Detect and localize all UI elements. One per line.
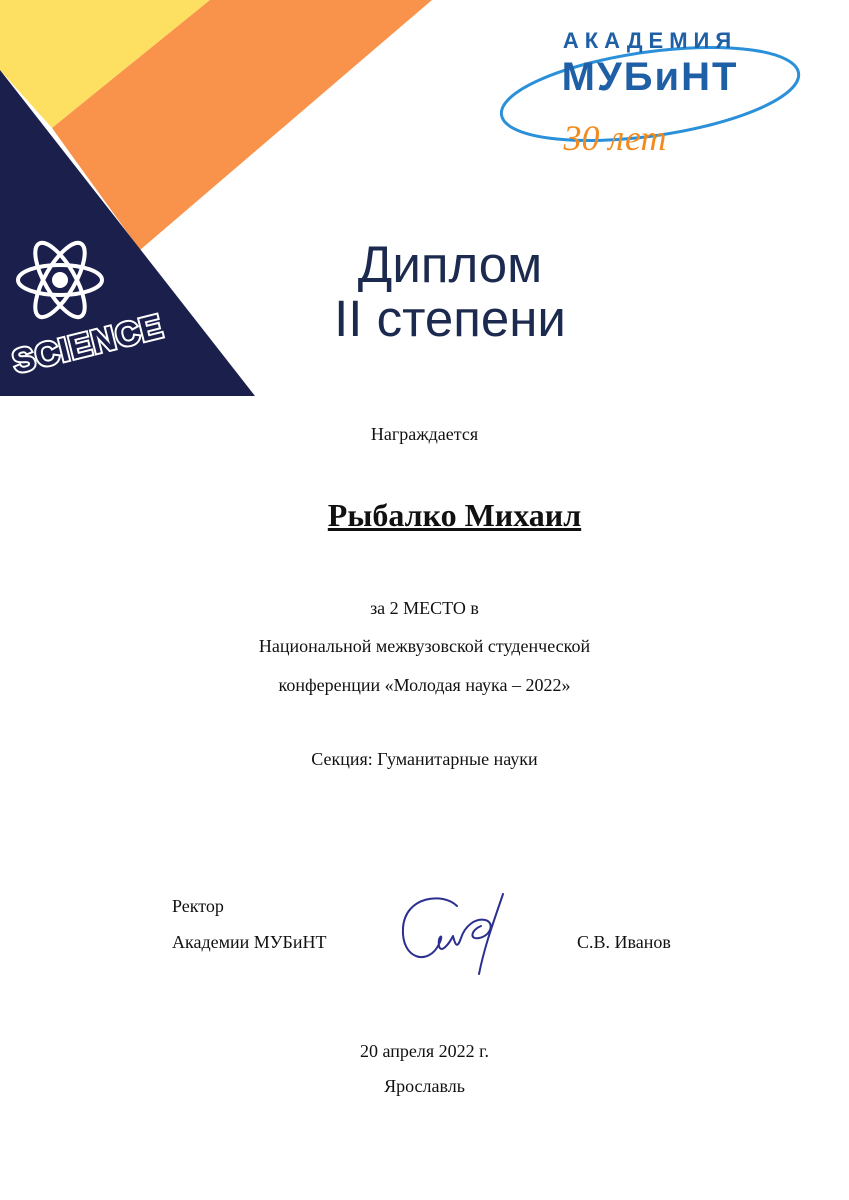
logo-line3: 30 лет xyxy=(563,118,667,158)
signatory-role-line1: Ректор xyxy=(172,896,224,916)
recipient-name: Рыбалко Михаил xyxy=(327,497,582,533)
signatory-role-line2: Академии МУБиНТ xyxy=(172,932,327,952)
logo-line2: МУБиНТ xyxy=(561,55,739,99)
section-label: Секция: Гуманитарные науки xyxy=(311,749,538,769)
signatory-name: С.В. Иванов xyxy=(577,932,671,952)
science-badge-text: SCIENCE xyxy=(8,307,167,381)
academy-logo xyxy=(500,24,802,164)
diploma-title xyxy=(260,238,640,346)
award-city: Ярославль xyxy=(384,1076,465,1096)
title-line1: Диплом xyxy=(357,236,543,293)
header-band xyxy=(0,0,802,396)
awarded-label: Награждается xyxy=(370,424,479,444)
reason-line1: за 2 МЕСТО в xyxy=(370,598,479,618)
award-date: 20 апреля 2022 г. xyxy=(360,1041,489,1061)
title-line2: II степени xyxy=(334,290,566,347)
logo-line1: АКАДЕМИЯ xyxy=(562,28,738,53)
reason-line3: конференции «Молодая наука – 2022» xyxy=(278,675,571,695)
signature-image xyxy=(395,888,515,976)
reason-line2: Национальной межвузовской студенческой xyxy=(258,636,591,656)
